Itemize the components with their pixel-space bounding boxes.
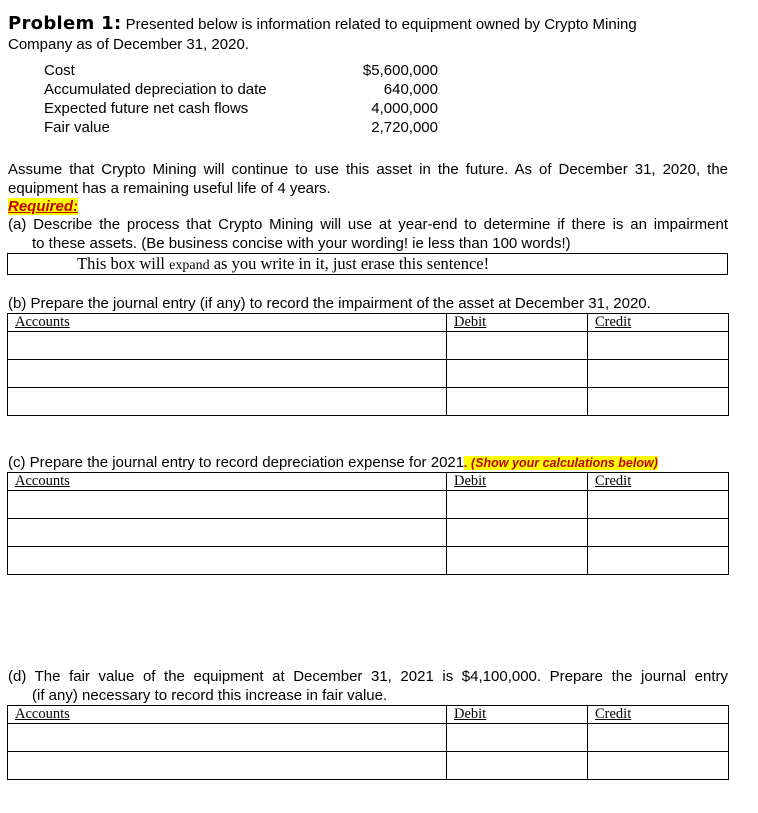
part-d-line2: (if any) necessary to record this increase in fair value. <box>32 687 388 704</box>
problem-intro <box>8 14 637 34</box>
account-cell[interactable] <box>8 519 447 547</box>
debit-header: Debit <box>447 706 588 724</box>
debit-cell[interactable] <box>447 332 588 360</box>
part-c-heading <box>8 453 658 473</box>
credit-cell[interactable] <box>588 388 729 416</box>
journal-row <box>8 388 729 416</box>
journal-row <box>8 724 729 752</box>
part-a-answer-box[interactable] <box>7 253 728 275</box>
assumption-line2: equipment has a remaining useful life of 4 years. <box>8 180 331 197</box>
credit-cell[interactable] <box>588 519 729 547</box>
credit-header: Credit <box>588 706 729 724</box>
required-label: Required: <box>8 198 79 215</box>
part-a-line1: (a) Describe the process that Crypto Mining will use at year-end to determine if there is an impairment <box>8 216 728 233</box>
problem-intro-line2: Company as of December 31, 2020. <box>8 36 249 53</box>
part-c-note-lead: . ( <box>464 456 476 470</box>
journal-table-d <box>7 705 729 780</box>
debit-cell[interactable] <box>447 360 588 388</box>
journal-header-row <box>8 473 729 491</box>
answer-placeholder-pre: This box will <box>77 254 170 273</box>
credit-header: Credit <box>588 473 729 491</box>
problem-label: Problem 1: <box>8 13 122 34</box>
journal-row <box>8 332 729 360</box>
fact-row <box>44 61 438 80</box>
part-b-text: (b) Prepare the journal entry (if any) to record the impairment of the asset at December 31, 2020. <box>8 295 651 312</box>
journal-header-row <box>8 314 729 332</box>
fact-label: Accumulated depreciation to date <box>44 81 267 98</box>
journal-row <box>8 519 729 547</box>
debit-cell[interactable] <box>447 724 588 752</box>
fact-value: 640,000 <box>383 81 438 98</box>
account-cell[interactable] <box>8 752 447 780</box>
fact-value: $5,600,000 <box>362 62 438 79</box>
required-heading <box>8 197 78 216</box>
part-a-line2: to these assets. (Be business concise with your wording! ie less than 100 words!) <box>32 235 571 252</box>
credit-cell[interactable] <box>588 724 729 752</box>
account-cell[interactable] <box>8 724 447 752</box>
credit-cell[interactable] <box>588 332 729 360</box>
accounts-header: Accounts <box>8 473 447 491</box>
part-c-note-close: ) <box>653 456 658 470</box>
credit-cell[interactable] <box>588 360 729 388</box>
fact-label: Cost <box>44 62 75 79</box>
journal-table-c <box>7 472 729 575</box>
debit-cell[interactable] <box>447 547 588 575</box>
debit-cell[interactable] <box>447 752 588 780</box>
account-cell[interactable] <box>8 332 447 360</box>
fact-label: Expected future net cash flows <box>44 100 249 117</box>
credit-cell[interactable] <box>588 491 729 519</box>
journal-row <box>8 491 729 519</box>
account-cell[interactable] <box>8 360 447 388</box>
debit-cell[interactable] <box>447 519 588 547</box>
answer-placeholder-expand: expand <box>169 258 210 273</box>
debit-header: Debit <box>447 473 588 491</box>
account-cell[interactable] <box>8 491 447 519</box>
journal-row <box>8 752 729 780</box>
debit-header: Debit <box>447 314 588 332</box>
part-c-note: Show your calculations below <box>475 456 654 470</box>
part-d-line1: (d) The fair value of the equipment at December 31, 2021 is $4,100,000. Prepare the journal entry <box>8 668 728 685</box>
assumption-line1: Assume that Crypto Mining will continue to use this asset in the future. As of December 31, 2020, the <box>8 161 728 178</box>
answer-placeholder-post: as you write in it, just erase this sentence! <box>209 254 490 273</box>
journal-row <box>8 547 729 575</box>
fact-value: 2,720,000 <box>371 119 438 136</box>
debit-cell[interactable] <box>447 491 588 519</box>
facts-list <box>44 61 438 137</box>
fact-row <box>44 99 438 118</box>
credit-cell[interactable] <box>588 752 729 780</box>
accounts-header: Accounts <box>8 314 447 332</box>
credit-header: Credit <box>588 314 729 332</box>
credit-cell[interactable] <box>588 547 729 575</box>
debit-cell[interactable] <box>447 388 588 416</box>
accounts-header: Accounts <box>8 706 447 724</box>
part-c-text: (c) Prepare the journal entry to record depreciation expense for 2021 <box>8 454 465 471</box>
journal-table-b <box>7 313 729 416</box>
fact-label: Fair value <box>44 119 110 136</box>
journal-row <box>8 360 729 388</box>
fact-row <box>44 80 438 99</box>
fact-value: 4,000,000 <box>371 100 438 117</box>
account-cell[interactable] <box>8 547 447 575</box>
problem-intro-line1: Presented below is information related to equipment owned by Crypto Mining <box>125 16 637 33</box>
journal-header-row <box>8 706 729 724</box>
fact-row <box>44 118 438 137</box>
account-cell[interactable] <box>8 388 447 416</box>
